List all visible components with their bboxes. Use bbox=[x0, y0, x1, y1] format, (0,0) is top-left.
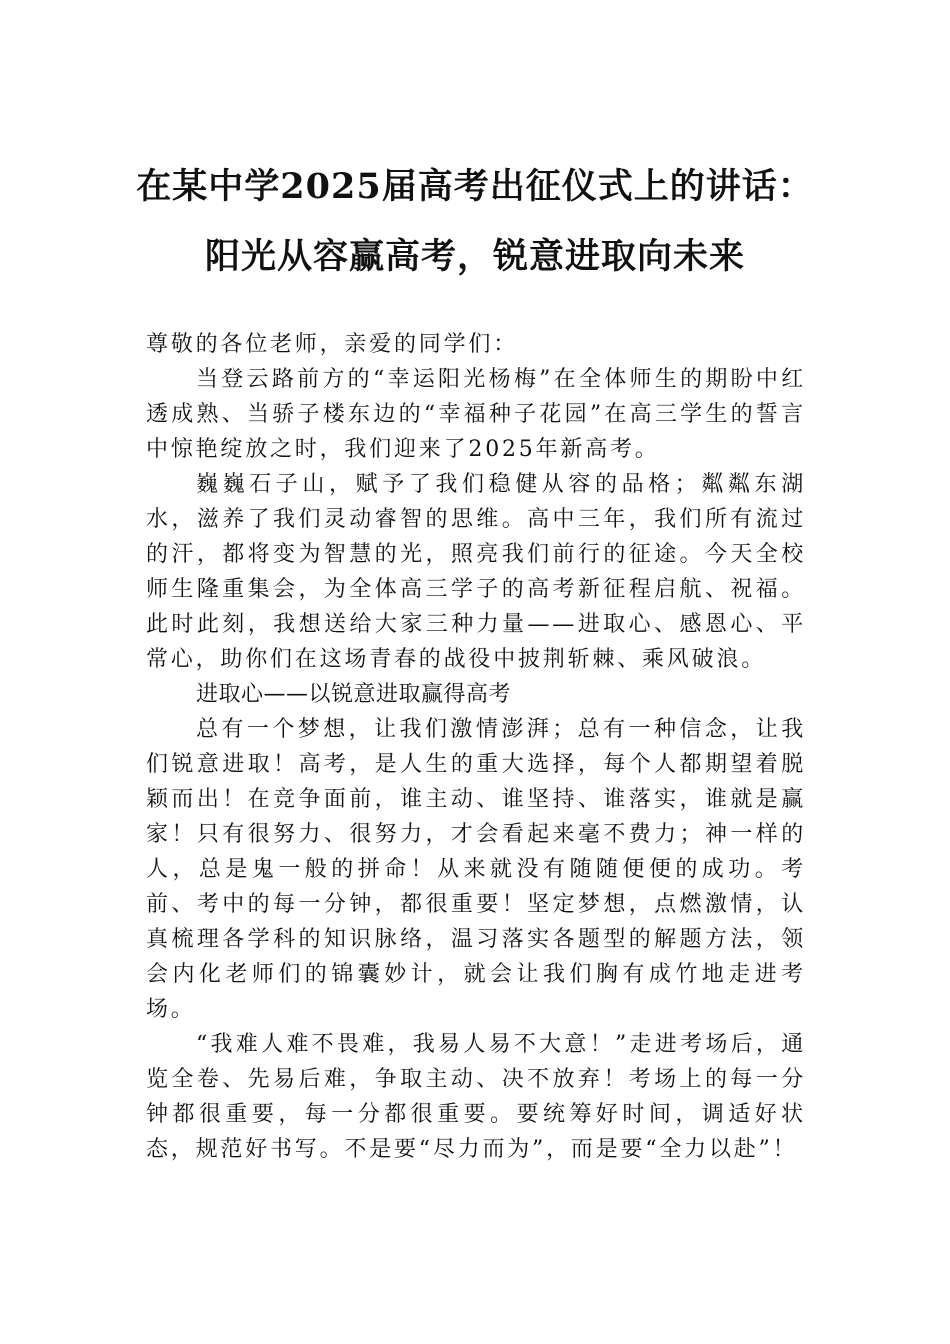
document-title-line-1: 在某中学2025届高考出征仪式上的讲话： bbox=[136, 166, 814, 207]
paragraph: 巍巍石子山，赋予了我们稳健从容的品格；粼粼东湖水，滋养了我们灵动睿智的思维。高中三年，我们所有流过的汗，都将变为智慧的光，照亮我们前行的征途。今天全校师生隆重集会，为全体高三学子的高考新征程启航、祝福。此时此刻，我想送给大家三种力量——进取心、感恩心、平常心，助你们在这场青春的战役中披荆斩棘、乘风破浪。 bbox=[146, 472, 806, 672]
salutation: 尊敬的各位老师，亲爱的同学们： bbox=[146, 332, 519, 357]
document-body bbox=[146, 327, 806, 1167]
paragraph: 当登云路前方的“幸运阳光杨梅”在全体师生的期盼中红透成熟、当骄子楼东边的“幸福种子花园”在高三学生的誓言中惊艳绽放之时，我们迎来了2025年新高考。 bbox=[146, 367, 806, 462]
paragraph: “我难人难不畏难，我易人易不大意！”走进考场后，通览全卷、先易后难，争取主动、决不放弃！考场上的每一分钟都很重要，每一分都很重要。要统筹好时间，调适好状态，规范好书写。不是要“尽力而为”，而是要“全力以赴”！ bbox=[146, 1032, 806, 1162]
document-title-line-2: 阳光从容赢高考，锐意进取向未来 bbox=[204, 236, 745, 277]
section-heading: 进取心——以锐意进取赢得高考 bbox=[196, 682, 512, 707]
paragraph: 总有一个梦想，让我们激情澎湃；总有一种信念，让我们锐意进取！高考，是人生的重大选择，每个人都期望着脱颖而出！在竞争面前，谁主动、谁坚持、谁落实，谁就是赢家！只有很努力、很努力，才会看起来毫不费力；神一样的人，总是鬼一般的拼命！从来就没有随随便便的成功。考前、考中的每一分钟，都很重要！坚定梦想，点燃激情，认真梳理各学科的知识脉络，温习落实各题型的解题方法，领会内化老师们的锦囊妙计，就会让我们胸有成竹地走进考场。 bbox=[146, 717, 806, 1022]
